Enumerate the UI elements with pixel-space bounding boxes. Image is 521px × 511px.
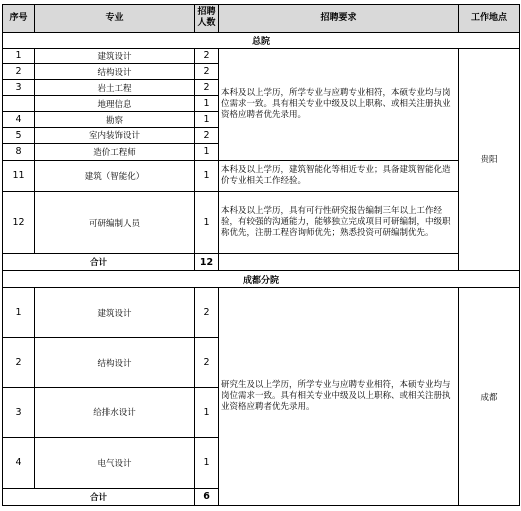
row-major: 电气设计 bbox=[35, 437, 195, 488]
row-major: 造价工程师 bbox=[35, 143, 195, 160]
row-major: 结构设计 bbox=[35, 64, 195, 80]
total-row bbox=[3, 254, 520, 271]
header-count bbox=[195, 5, 219, 33]
row-seq: 2 bbox=[3, 64, 35, 80]
row-seq: 3 bbox=[3, 388, 35, 438]
requirements-text: 本科及以上学历，建筑智能化等相近专业；具备建筑智能化造价专业相关工作经验。 bbox=[219, 160, 459, 191]
row-major: 岩土工程 bbox=[35, 80, 195, 96]
row-major: 可研编制人员 bbox=[35, 191, 195, 254]
table-row bbox=[3, 191, 520, 254]
header-count-line2: 人数 bbox=[197, 18, 216, 29]
requirements-text: 本科及以上学历，所学专业与应聘专业相符，本硕专业均与岗位需求一致。具有相关专业中级及以上职称、或相关注册执业资格应聘者优先录用。 bbox=[219, 48, 459, 160]
row-seq: 5 bbox=[3, 128, 35, 144]
row-seq: 4 bbox=[3, 112, 35, 128]
section-title: 总院 bbox=[3, 32, 520, 48]
row-major: 结构设计 bbox=[35, 338, 195, 388]
row-count: 2 bbox=[195, 64, 219, 80]
row-count: 1 bbox=[195, 437, 219, 488]
header-location: 工作地点 bbox=[459, 5, 520, 33]
row-seq: 1 bbox=[3, 48, 35, 64]
table-row bbox=[3, 288, 520, 338]
table-row bbox=[3, 160, 520, 191]
row-count: 1 bbox=[195, 160, 219, 191]
total-label: 合计 bbox=[3, 254, 195, 271]
row-major: 建筑设计 bbox=[35, 288, 195, 338]
total-value: 6 bbox=[195, 488, 219, 505]
row-major: 勘察 bbox=[35, 112, 195, 128]
header-major: 专业 bbox=[35, 5, 195, 33]
row-count: 1 bbox=[195, 191, 219, 254]
row-count: 2 bbox=[195, 288, 219, 338]
row-major: 地理信息 bbox=[35, 96, 195, 112]
section-row bbox=[3, 271, 520, 288]
row-seq: 11 bbox=[3, 160, 35, 191]
total-value: 12 bbox=[195, 254, 219, 271]
row-seq bbox=[3, 96, 35, 112]
row-count: 1 bbox=[195, 143, 219, 160]
empty-cell bbox=[219, 254, 459, 271]
row-count: 2 bbox=[195, 128, 219, 144]
header-count-line1: 招聘 bbox=[197, 7, 216, 18]
row-seq: 12 bbox=[3, 191, 35, 254]
row-count: 2 bbox=[195, 80, 219, 96]
row-seq: 3 bbox=[3, 80, 35, 96]
location-cell: 贵阳 bbox=[459, 48, 520, 271]
section-title: 成都分院 bbox=[3, 271, 520, 288]
row-seq: 8 bbox=[3, 143, 35, 160]
row-major: 给排水设计 bbox=[35, 388, 195, 438]
header-row bbox=[3, 5, 520, 33]
header-requirements: 招聘要求 bbox=[219, 5, 459, 33]
row-count: 2 bbox=[195, 48, 219, 64]
requirements-text: 研究生及以上学历，所学专业与应聘专业相符，本硕专业均与岗位需求一致。具有相关专业中级及以上职称、或相关注册执业资格应聘者优先录用。 bbox=[219, 288, 459, 506]
total-label: 合计 bbox=[3, 488, 195, 505]
row-major: 建筑（智能化） bbox=[35, 160, 195, 191]
location-cell: 成都 bbox=[459, 288, 520, 506]
row-count: 2 bbox=[195, 338, 219, 388]
row-seq: 1 bbox=[3, 288, 35, 338]
row-seq: 2 bbox=[3, 338, 35, 388]
requirements-text: 本科及以上学历，具有可行性研究报告编制三年以上工作经验，有较强的沟通能力，能够独立完成项目可研编制，中级职称优先，注册工程咨询师优先；熟悉投资可研编制优先。 bbox=[219, 191, 459, 254]
row-count: 1 bbox=[195, 112, 219, 128]
row-count: 1 bbox=[195, 388, 219, 438]
table-row bbox=[3, 48, 520, 64]
row-seq: 4 bbox=[3, 437, 35, 488]
row-major: 建筑设计 bbox=[35, 48, 195, 64]
recruitment-table bbox=[2, 4, 520, 506]
row-count: 1 bbox=[195, 96, 219, 112]
row-major: 室内装饰设计 bbox=[35, 128, 195, 144]
header-seq: 序号 bbox=[3, 5, 35, 33]
section-row bbox=[3, 32, 520, 48]
